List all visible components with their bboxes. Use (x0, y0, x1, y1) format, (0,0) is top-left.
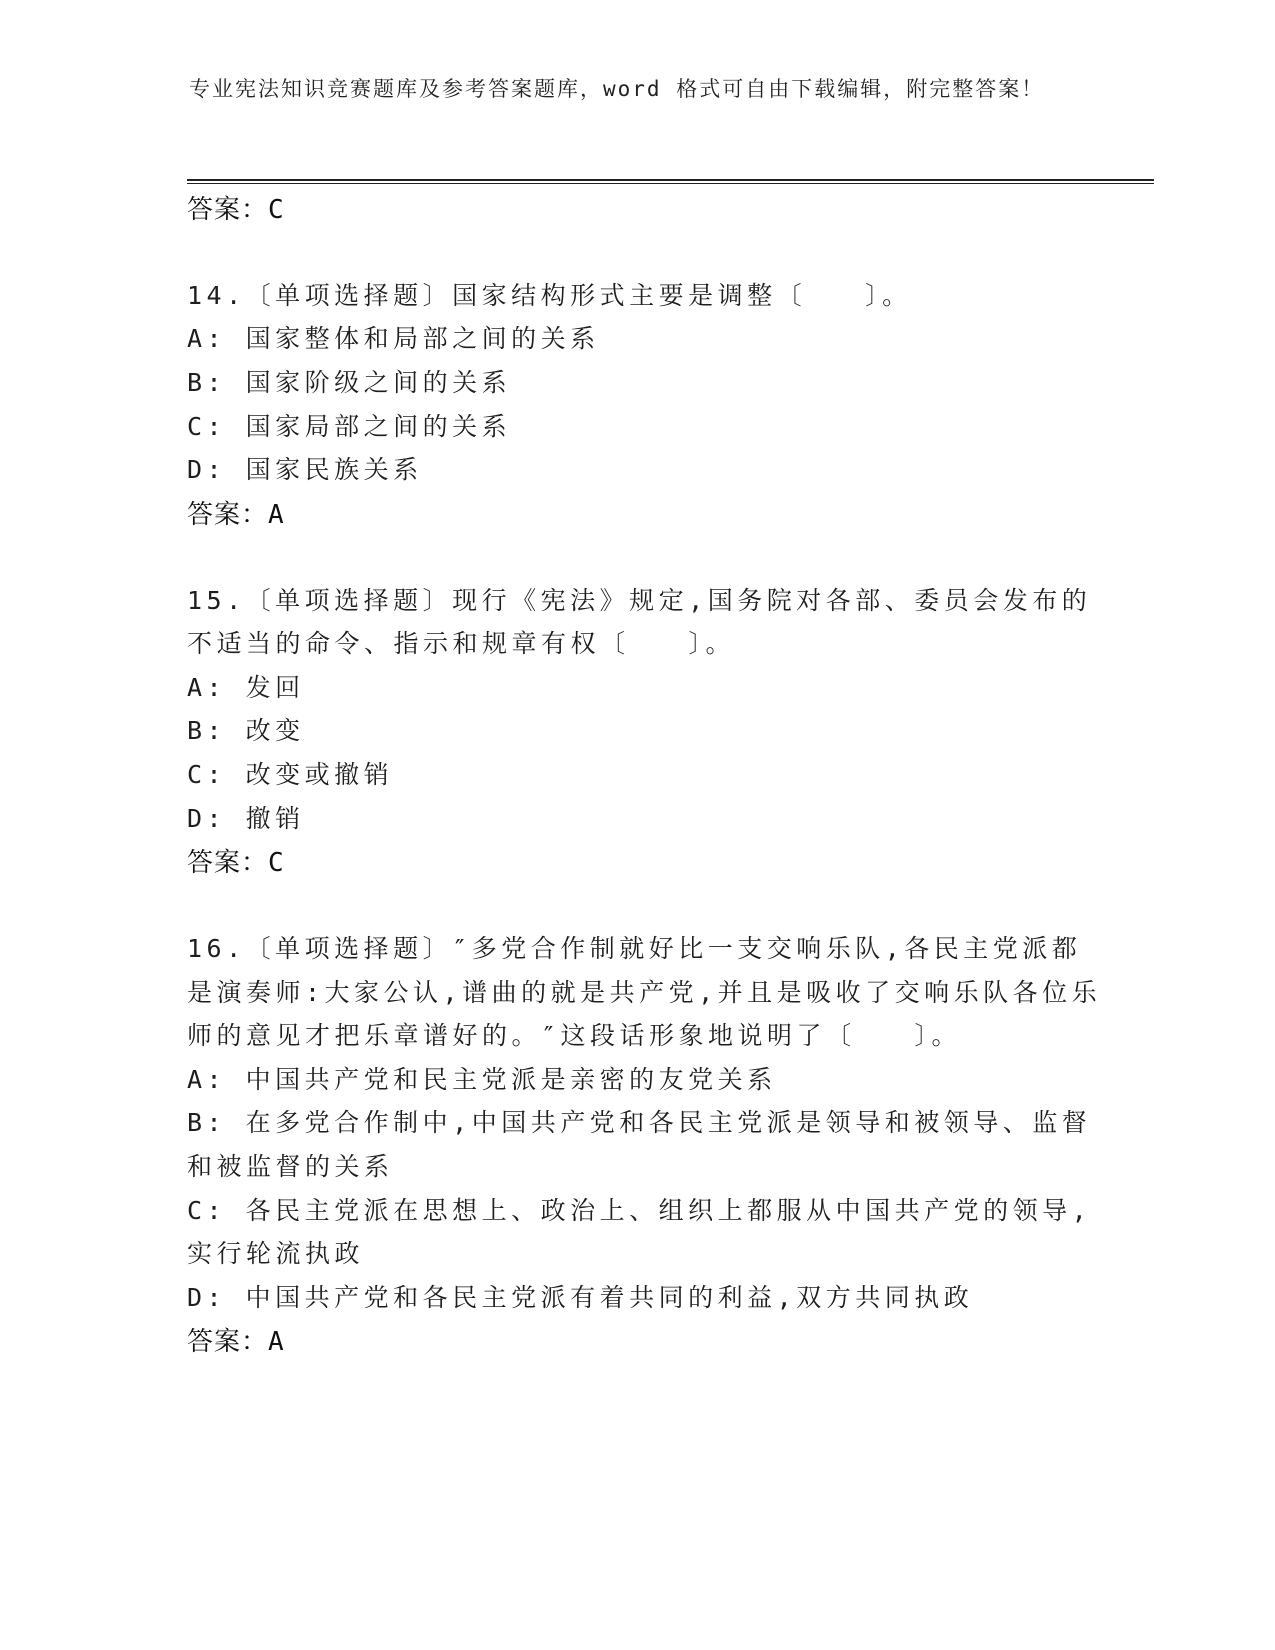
answer-line (187, 842, 1087, 879)
answer-value: C (268, 848, 285, 878)
option-c: C: 国家局部之间的关系 (187, 412, 512, 441)
option-d: D: 国家民族关系 (187, 455, 423, 484)
option-b: B: 国家阶级之间的关系 (187, 368, 512, 397)
option-a: A: 中国共产党和民主党派是亲密的友党关系 (187, 1065, 777, 1094)
answer-label: 答案： (187, 848, 269, 878)
option-b: B: 在多党合作制中,中国共产党和各民主党派是领导和被领导、监督 (187, 1108, 1092, 1137)
option-d: D: 中国共产党和各民主党派有着共同的利益,双方共同执政 (187, 1283, 974, 1312)
answer-label: 答案： (187, 500, 269, 530)
answer-line (187, 1321, 1087, 1358)
option-c: C: 改变或撤销 (187, 760, 394, 789)
option-a: A: 发回 (187, 673, 305, 702)
question-stem-line: 不适当的命令、指示和规章有权〔 〕。 (187, 629, 736, 658)
option-c-continued: 实行轮流执政 (187, 1239, 365, 1268)
answer-label: 答案： (187, 1327, 269, 1357)
answer-line (187, 189, 1087, 226)
document-header-text: 专业宪法知识竞赛题库及参考答案题库，word 格式可自由下载编辑，附完整答案！ (189, 77, 1045, 101)
header-divider (187, 179, 1154, 184)
option-b-continued: 和被监督的关系 (187, 1152, 394, 1181)
answer-label: 答案： (187, 195, 269, 225)
question-stem-line: 是演奏师:大家公认,谱曲的就是共产党,并且是吸收了交响乐队各位乐 (187, 978, 1102, 1007)
option-a: A: 国家整体和局部之间的关系 (187, 324, 600, 353)
question-stem-line: 15.〔单项选择题〕现行《宪法》规定,国务院对各部、委员会发布的 (187, 586, 1092, 615)
answer-value: C (268, 195, 285, 225)
answer-value: A (268, 1327, 285, 1357)
question-stem-line: 16.〔单项选择题〕″多党合作制就好比一支交响乐队,各民主党派都 (187, 934, 1082, 963)
option-c: C: 各民主党派在思想上、政治上、组织上都服从中国共产党的领导, (187, 1196, 1092, 1225)
question-stem-line: 师的意见才把乐章谱好的。″这段话形象地说明了〔 〕。 (187, 1021, 962, 1050)
option-b: B: 改变 (187, 716, 305, 745)
question-stem-line: 14.〔单项选择题〕国家结构形式主要是调整〔 〕。 (187, 281, 912, 310)
option-d: D: 撤销 (187, 804, 305, 833)
answer-value: A (268, 500, 285, 530)
answer-line (187, 494, 1087, 531)
